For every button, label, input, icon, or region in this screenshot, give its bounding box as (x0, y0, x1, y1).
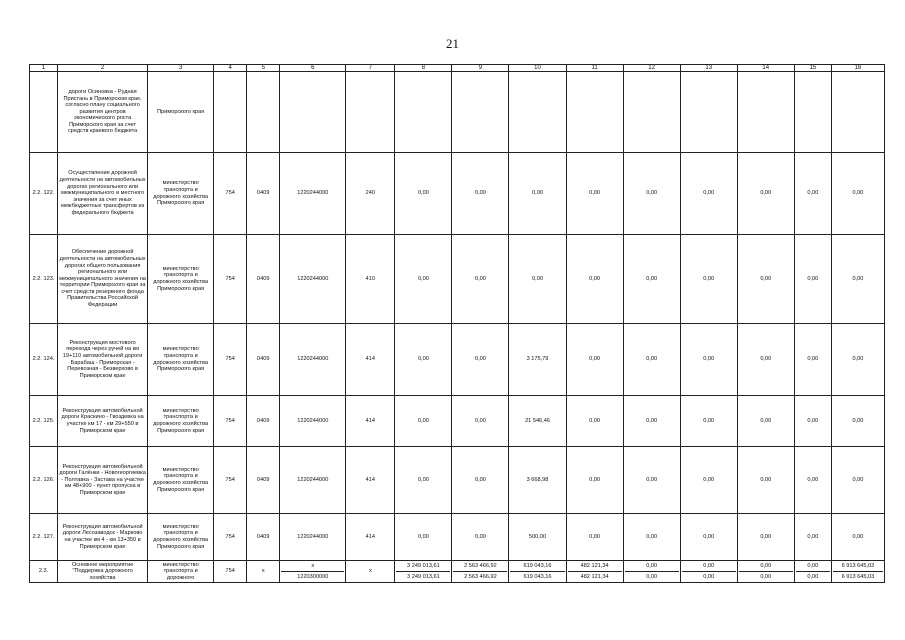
column-number: 9 (452, 65, 509, 72)
cell-value-top: 0,00 (760, 563, 772, 569)
cell-v10: 500,00 (509, 514, 566, 561)
cell-vr: 414 (346, 324, 395, 396)
table-row (30, 396, 885, 447)
cell-value (566, 561, 623, 583)
cell-no: 2.2. 126. (30, 447, 58, 514)
cell-description: Реконструкция автомобильной дороги Галёнки - Новогеоргиевка - Полтавка - Застава на участке км 48+900 - пункт пропуска в Приморском крае (58, 447, 148, 514)
cell-v14: 0,00 (737, 396, 794, 447)
cell-executor: министерство транспорта и дорожного хозяйства Приморского края (148, 235, 214, 324)
cell-vr: 414 (346, 396, 395, 447)
cell-v9: 0,00 (452, 514, 509, 561)
cell-rzpr: 0409 (247, 235, 280, 324)
cell-no: 2.2. 124. (30, 324, 58, 396)
cell-v9: 0,00 (452, 235, 509, 324)
cell-csr: 1220244000 (280, 235, 346, 324)
column-number: 8 (395, 65, 452, 72)
cell-rzpr: 0409 (247, 447, 280, 514)
cell-vr: 414 (346, 514, 395, 561)
cell-vr: 240 (346, 153, 395, 235)
cell-description: дороги Осиновка - Рудная Пристань в Приморском крае, согласно плану социального развития центров экономического роста Приморского края за счет средств краевого бюджета (58, 72, 148, 153)
cell-v11: 0,00 (566, 396, 623, 447)
cell-executor: министерство транспорта и дорожного хозяйства Приморского края (148, 514, 214, 561)
cell-grbs: 754 (214, 396, 247, 447)
cell-value-bottom: 0,00 (796, 571, 830, 582)
column-number: 10 (509, 65, 566, 72)
cell-v14: 0,00 (737, 235, 794, 324)
cell-v8: 0,00 (395, 514, 452, 561)
cell-rzpr: 0409 (247, 514, 280, 561)
cell-value (395, 561, 452, 583)
cell-value-bottom: 482 121,34 (568, 571, 622, 582)
column-number: 3 (148, 65, 214, 72)
column-number: 12 (623, 65, 680, 72)
cell-value (737, 561, 794, 583)
table-body (30, 65, 885, 583)
cell-no: 2.2. 122. (30, 153, 58, 235)
column-number-row (30, 65, 885, 72)
cell-value-top: 0,00 (703, 563, 715, 569)
cell-no: 2.2. 127. (30, 514, 58, 561)
cell-description: Обеспечение дорожной деятельности на автомобильных дорогах общего пользования регионального или межмуниципального значения на территории Приморского края за счет средств резервного фонда Правительства Российской Федерации (58, 235, 148, 324)
cell-value-bottom: 0,00 (739, 571, 793, 582)
cell-value-bottom: 0,00 (682, 571, 736, 582)
cell-value-top: 482 121,34 (580, 563, 609, 569)
cell-v10: 21 546,46 (509, 396, 566, 447)
table-row (30, 447, 885, 514)
cell-v16: 0,00 (831, 235, 884, 324)
column-number: 14 (737, 65, 794, 72)
cell-v10: 3 175,79 (509, 324, 566, 396)
cell-value-bottom: 2 563 466,92 (453, 571, 507, 582)
table-row (30, 324, 885, 396)
cell-v13: 0,00 (680, 514, 737, 561)
cell-v9: 0,00 (452, 396, 509, 447)
cell-v16: 0,00 (831, 324, 884, 396)
cell-executor: министерство транспорта и дорожного (148, 561, 214, 583)
cell-value-bottom: 0,00 (625, 571, 679, 582)
cell-v12: 0,00 (623, 447, 680, 514)
cell-description: Реконструкция автомобильной дороги Лесозаводск - Марково на участке км 4 - км 13+350 в Приморском крае (58, 514, 148, 561)
cell-value-bottom: 3 249 013,61 (396, 571, 450, 582)
cell-no: 2.2. 125. (30, 396, 58, 447)
cell-v16: 0,00 (831, 447, 884, 514)
cell-v14: 0,00 (737, 447, 794, 514)
cell-rzpr: 0409 (247, 324, 280, 396)
cell-csr: 1220244000 (280, 514, 346, 561)
cell-v13: 0,00 (680, 324, 737, 396)
cell-value-bottom: 6 913 645,03 (833, 571, 883, 582)
cell-rzpr: 0409 (247, 396, 280, 447)
cell-v13: 0,00 (680, 447, 737, 514)
cell-v12: 0,00 (623, 514, 680, 561)
cell-v15: 0,00 (794, 447, 831, 514)
column-number: 15 (794, 65, 831, 72)
cell-csr: 1220244000 (280, 447, 346, 514)
cell-v9: 0,00 (452, 153, 509, 235)
cell-v8: 0,00 (395, 396, 452, 447)
cell-description: Реконструкция мостового перехода через ручей на км 19+110 автомобильной дороги Барабаш - Приморская - Перевозная - Безверхово в Приморском крае (58, 324, 148, 396)
column-number: 5 (247, 65, 280, 72)
cell-v15: 0,00 (794, 153, 831, 235)
cell-value (794, 561, 831, 583)
cell-value (680, 561, 737, 583)
cell-executor: министерство транспорта и дорожного хозяйства Приморского края (148, 447, 214, 514)
cell-v14: 0,00 (737, 324, 794, 396)
cell-vr: 410 (346, 235, 395, 324)
column-number: 4 (214, 65, 247, 72)
cell-vr: 414 (346, 447, 395, 514)
cell-executor: министерство транспорта и дорожного хозяйства Приморского края (148, 324, 214, 396)
cell-v11: 0,00 (566, 514, 623, 561)
table-row (30, 153, 885, 235)
cell-csr (280, 561, 346, 583)
cell-value-top: 6 913 645,03 (841, 563, 875, 569)
cell-csr: 1220244000 (280, 396, 346, 447)
cell-v16: 0,00 (831, 514, 884, 561)
cell-v12: 0,00 (623, 324, 680, 396)
continuation-row (30, 72, 885, 153)
column-number: 1 (30, 65, 58, 72)
cell-v13: 0,00 (680, 396, 737, 447)
column-number: 2 (58, 65, 148, 72)
table-row-total (30, 561, 885, 583)
cell-v8: 0,00 (395, 153, 452, 235)
column-number: 13 (680, 65, 737, 72)
cell-csr: 1220244000 (280, 153, 346, 235)
cell-description: Реконструкция автомобильной дороги Краскино - Гвоздевка на участке км 17 - км 29+550 в Приморском крае (58, 396, 148, 447)
cell-v8: 0,00 (395, 235, 452, 324)
cell-v11: 0,00 (566, 324, 623, 396)
cell-value-bottom: 619 043,16 (510, 571, 564, 582)
cell-v11: 0,00 (566, 153, 623, 235)
cell-v12: 0,00 (623, 235, 680, 324)
cell-grbs: 754 (214, 447, 247, 514)
cell-v8: 0,00 (395, 447, 452, 514)
column-number: 6 (280, 65, 346, 72)
cell-no: 2.2. 123. (30, 235, 58, 324)
table-row (30, 514, 885, 561)
cell-v8: 0,00 (395, 324, 452, 396)
cell-v10: 3 668,98 (509, 447, 566, 514)
cell-value-top: 0,00 (646, 563, 658, 569)
budget-table (29, 64, 885, 583)
cell-value-top: 619 043,16 (523, 563, 552, 569)
cell-v11: 0,00 (566, 235, 623, 324)
cell-value-top: 3 249 013,61 (407, 563, 440, 569)
cell-v10: 0,00 (509, 153, 566, 235)
cell-grbs: 754 (214, 324, 247, 396)
cell-v16: 0,00 (831, 396, 884, 447)
cell-executor: министерство транспорта и дорожного хозяйства Приморского края (148, 396, 214, 447)
cell-csr-top: x (311, 563, 315, 569)
cell-value (623, 561, 680, 583)
cell-no: 2.3. (30, 561, 58, 583)
cell-v11: 0,00 (566, 447, 623, 514)
cell-csr: 1220244000 (280, 324, 346, 396)
cell-grbs: 754 (214, 235, 247, 324)
cell-grbs: 754 (214, 561, 247, 583)
cell-vr: x (346, 561, 395, 583)
cell-grbs: 754 (214, 153, 247, 235)
cell-value-top: 2 563 466,92 (464, 563, 497, 569)
cell-v10: 0,00 (509, 235, 566, 324)
cell-v12: 0,00 (623, 153, 680, 235)
table-row (30, 235, 885, 324)
cell-v14: 0,00 (737, 153, 794, 235)
cell-v15: 0,00 (794, 396, 831, 447)
cell-description: Осуществление дорожной деятельности на автомобильных дорогах регионального или межмуниципального и местного значения за счет иных межбюджетных трансфертов из федерального бюджета (58, 153, 148, 235)
cell-no (30, 72, 58, 153)
cell-executor: министерство транспорта и дорожного хозяйства Приморского края (148, 153, 214, 235)
cell-value (831, 561, 884, 583)
cell-value-top: 0,00 (807, 563, 819, 569)
cell-description: Основное мероприятие "Поддержка дорожного хозяйства (58, 561, 148, 583)
column-number: 7 (346, 65, 395, 72)
column-number: 11 (566, 65, 623, 72)
column-number: 16 (831, 65, 884, 72)
cell-v15: 0,00 (794, 514, 831, 561)
cell-rzpr: 0409 (247, 153, 280, 235)
cell-v12: 0,00 (623, 396, 680, 447)
cell-v9: 0,00 (452, 447, 509, 514)
cell-v16: 0,00 (831, 153, 884, 235)
cell-executor: Приморского края (148, 72, 214, 153)
cell-v13: 0,00 (680, 153, 737, 235)
cell-v13: 0,00 (680, 235, 737, 324)
cell-v15: 0,00 (794, 324, 831, 396)
cell-csr-bottom: 1220300000 (281, 571, 344, 582)
cell-rzpr: x (247, 561, 280, 583)
cell-value (509, 561, 566, 583)
cell-v15: 0,00 (794, 235, 831, 324)
cell-grbs: 754 (214, 514, 247, 561)
page-number: 21 (446, 36, 459, 51)
cell-v14: 0,00 (737, 514, 794, 561)
cell-value (452, 561, 509, 583)
cell-v9: 0,00 (452, 324, 509, 396)
